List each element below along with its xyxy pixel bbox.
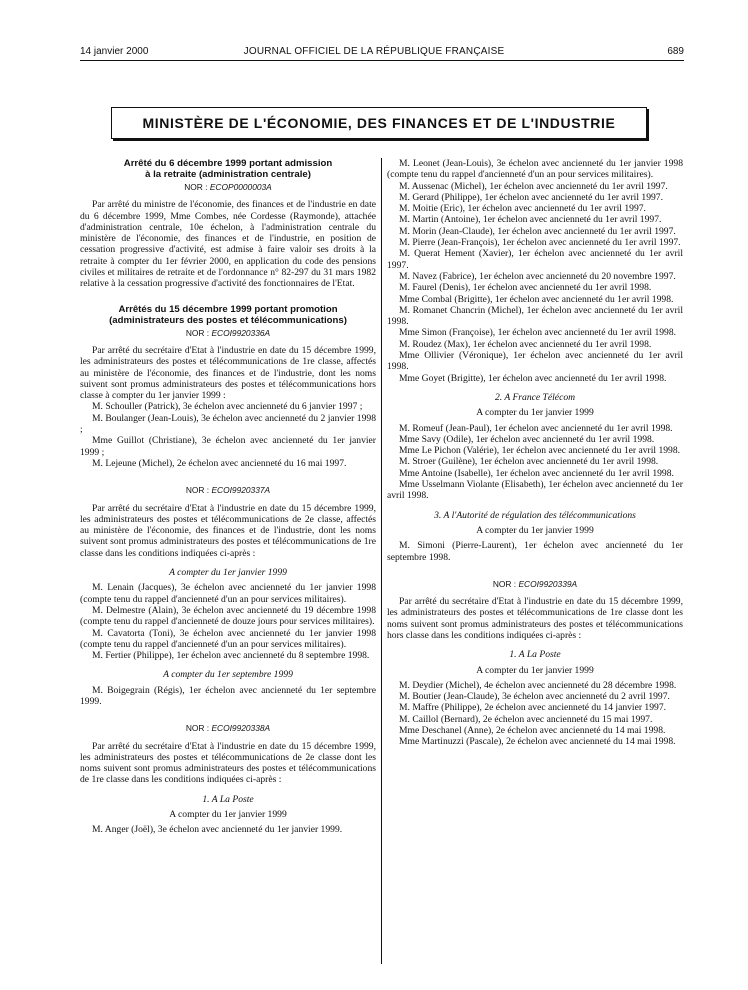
effective-date-heading: A compter du 1er janvier 1999 [169, 809, 287, 821]
list-item: M. Boigegrain (Régis), 1er échelon avec ancienneté du 1er septembre 1999. [80, 684, 376, 707]
ministry-heading: MINISTÈRE DE L'ÉCONOMIE, DES FINANCES ET DE L'INDUSTRIE [142, 115, 616, 131]
section-heading: 3. A l'Autorité de régulation des télécommunications [434, 509, 636, 521]
list-item: Mme Savy (Odile), 1er échelon avec ancienneté du 1er avril 1998. [399, 433, 655, 445]
list-item: Mme Le Pichon (Valérie), 1er échelon avec ancienneté du 1er avril 1998. [399, 445, 681, 457]
promotion-list [80, 685, 376, 708]
list-item: M. Pierre (Jean-François), 1er échelon avec ancienneté du 1er avril 1997. [399, 237, 681, 249]
list-item: M. Schouller (Patrick), 3e échelon avec ancienneté du 6 janvier 1997 ; [92, 401, 363, 413]
nor-reference: NOR : ECOI9920338A [185, 723, 271, 734]
list-item: M. Stroer (Guilène), 1er échelon avec ancienneté du 1er avril 1998. [399, 456, 659, 468]
nor-reference: NOR : ECOP0000003A [184, 182, 272, 192]
list-item: M. Gerard (Philippe), 1er échelon avec ancienneté du 1er avril 1997. [399, 191, 663, 203]
list-item: M. Roudez (Max), 1er échelon avec ancienneté du 1er avril 1998. [399, 338, 652, 350]
list-item: M. Delmestre (Alain), 3e échelon avec ancienneté du 19 décembre 1998 (compte tenu du rappel d'ancienneté de douze jours pour services militaires). [80, 604, 376, 628]
article-paragraph: Par arrêté du secrétaire d'Etat à l'industrie en date du 15 décembre 1999, les administrateurs des postes et télécommunications de 1re classe dont les noms suivent sont promus administrateurs des postes et télécommunications hors classe dans les conditions indiquées ci-après : [387, 596, 683, 641]
list-item: M. Faurel (Denis), 1er échelon avec ancienneté du 1er avril 1998. [399, 282, 652, 294]
promotion-list [80, 824, 376, 835]
issue-date: 14 janvier 2000 [80, 46, 149, 57]
list-item: M. Simoni (Pierre-Laurent), 1er échelon avec ancienneté du 1er septembre 1998. [387, 540, 683, 563]
section-heading: 1. A La Poste [509, 649, 561, 661]
list-item: M. Lenain (Jacques), 3e échelon avec ancienneté du 1er janvier 1998 (compte tenu du rappel d'ancienneté d'un an pour services militaires). [80, 582, 376, 605]
column-divider [381, 158, 382, 964]
list-item: M. Romeuf (Jean-Paul), 1er échelon avec ancienneté du 1er avril 1998. [399, 422, 673, 434]
promotion-list [80, 401, 376, 469]
nor-reference: NOR : ECOI9920337A [185, 485, 271, 496]
effective-date-heading: A compter du 1er janvier 1999 [476, 664, 594, 676]
section-heading: 1. A La Poste [202, 793, 254, 805]
header-rule [80, 60, 684, 61]
article-title-promotion: Arrêtés du 15 décembre 1999 portant promotion (administrateurs des postes et télécommunications) [109, 303, 347, 326]
right-column [387, 158, 683, 748]
list-item: M. Boutier (Jean-Claude), 3e échelon avec ancienneté du 2 avril 1997. [399, 691, 670, 703]
article-paragraph: Par arrêté du secrétaire d'Etat à l'industrie en date du 15 décembre 1999, les administrateurs des postes et télécommunications de 1re classe, affectés au ministère de l'économie, des finances et de l'industrie, dont les noms suivent sont promus administrateurs des postes et télécommunications hors classe à compter du 1er janvier 1999 : [80, 344, 376, 402]
list-item: M. Lejeune (Michel), 2e échelon avec ancienneté du 16 mai 1997. [92, 457, 347, 469]
effective-date-heading: A compter du 1er janvier 1999 [476, 407, 594, 419]
article-paragraph: Par arrêté du secrétaire d'Etat à l'industrie en date du 15 décembre 1999, les administrateurs des postes et télécommunications de 2e classe, affectés au ministère de l'économie, des finances et de l'industrie, dont les noms suivent sont promus administrateurs des postes et télécommunications de 1re classe dans les conditions indiquées ci-après : [80, 502, 376, 559]
nor-reference: NOR : ECOI9920339A [492, 578, 578, 589]
promotion-list [80, 582, 376, 661]
promotion-list [387, 423, 683, 502]
list-item: Mme Antoine (Isabelle), 1er échelon avec ancienneté du 1er avril 1998. [399, 467, 674, 479]
list-item: M. Deydier (Michel), 4e échelon avec ancienneté du 28 décembre 1998. [399, 679, 677, 691]
promotion-list [387, 680, 683, 748]
effective-date-heading: A compter du 1er janvier 1999 [169, 567, 287, 579]
list-item: Mme Combal (Brigitte), 1er échelon avec ancienneté du 1er avril 1998. [399, 293, 674, 305]
list-item: Mme Simon (Françoise), 1er échelon avec ancienneté du 1er avril 1998. [399, 327, 677, 339]
page-number: 689 [667, 46, 684, 57]
effective-date-heading: A compter du 1er janvier 1999 [476, 524, 594, 536]
list-item: M. Maffre (Philippe), 2e échelon avec ancienneté du 14 janvier 1997. [399, 702, 667, 714]
list-item: M. Navez (Fabrice), 1er échelon avec ancienneté du 20 novembre 1997. [399, 270, 676, 282]
left-column [80, 158, 376, 836]
list-item: Mme Guillot (Christiane), 3e échelon avec ancienneté du 1er janvier 1999 ; [80, 435, 376, 458]
promotion-list [387, 158, 683, 384]
list-item: M. Leonet (Jean-Louis), 3e échelon avec ancienneté du 1er janvier 1998 (compte tenu du rappel d'ancienneté d'un an pour services militaires). [387, 158, 683, 181]
list-item: M. Anger (Joël), 3e échelon avec ancienneté du 1er janvier 1999. [92, 824, 343, 836]
article-title-retraite: Arrêté du 6 décembre 1999 portant admission à la retraite (administration centrale) [123, 158, 333, 180]
list-item: Mme Deschanel (Anne), 2e échelon avec ancienneté du 14 mai 1998. [399, 725, 666, 737]
list-item: M. Romanet Chancrin (Michel), 1er échelon avec ancienneté du 1er avril 1998. [387, 304, 683, 328]
list-item: M. Fertier (Philippe), 1er échelon avec ancienneté du 8 septembre 1998. [92, 650, 370, 662]
article-paragraph: Par arrêté du secrétaire d'Etat à l'industrie en date du 15 décembre 1999, les administrateurs des postes et télécommunications de 2e classe dont les noms suivent sont promus administrateurs des postes et télécommunications de 1re classe dans les conditions indiquées ci-après : [80, 740, 376, 786]
list-item: M. Caillol (Bernard), 2e échelon avec ancienneté du 15 mai 1997. [399, 713, 653, 725]
ministry-heading-box [111, 107, 647, 139]
journal-title: JOURNAL OFFICIEL DE LA RÉPUBLIQUE FRANÇAISE [243, 46, 505, 57]
list-item: Mme Ollivier (Véronique), 1er échelon avec ancienneté du 1er avril 1998. [387, 350, 683, 373]
list-item: M. Morin (Jean-Claude), 1er échelon avec ancienneté du 1er avril 1997. [399, 225, 676, 237]
list-item: M. Moitie (Eric), 1er échelon avec ancienneté du 1er avril 1997. [399, 203, 646, 215]
promotion-list [387, 540, 683, 563]
list-item: Mme Martinuzzi (Pascale), 2e échelon avec ancienneté du 14 mai 1998. [399, 736, 676, 748]
list-item: M. Aussenac (Michel), 1er échelon avec ancienneté du 1er avril 1997. [399, 180, 668, 192]
list-item: M. Cavatorta (Toni), 3e échelon avec ancienneté du 1er janvier 1998 (compte tenu du rappel d'ancienneté d'un an pour services militaires). [80, 627, 376, 650]
nor-reference: NOR : ECOI9920336A [185, 327, 271, 338]
list-item: M. Martin (Antoine), 1er échelon avec ancienneté du 1er avril 1997. [399, 214, 662, 226]
list-item: M. Boulanger (Jean-Louis), 3e échelon avec ancienneté du 2 janvier 1998 ; [80, 412, 376, 436]
article-paragraph: Par arrêté du ministre de l'économie, des finances et de l'industrie en date du 6 décembre 1999, Mme Combes, née Cordesse (Raymonde), attachée d'administration centrale, 10e échelon, à l'administration centrale du ministère de l'économie, des finances et de l'industrie, en position de cessation progressive d'activité, est admise à faire valoir ses droits à la retraite à compter du 1er février 2000, en application du code des pensions civiles et militaires de retraite et de l'ordonnance n° 82-297 du 31 mars 1982 relative à la cessation progressive d'activité des fonctionnaires de l'Etat. [80, 199, 376, 290]
section-heading: 2. A France Télécom [494, 391, 576, 403]
list-item: M. Querat Hement (Xavier), 1er échelon avec ancienneté du 1er avril 1997. [387, 248, 683, 271]
list-item: Mme Usselmann Violante (Elisabeth), 1er échelon avec ancienneté du 1er avril 1998. [387, 479, 683, 502]
effective-date-heading: A compter du 1er septembre 1999 [163, 669, 293, 681]
list-item: Mme Goyet (Brigitte), 1er échelon avec ancienneté du 1er avril 1998. [399, 372, 667, 384]
